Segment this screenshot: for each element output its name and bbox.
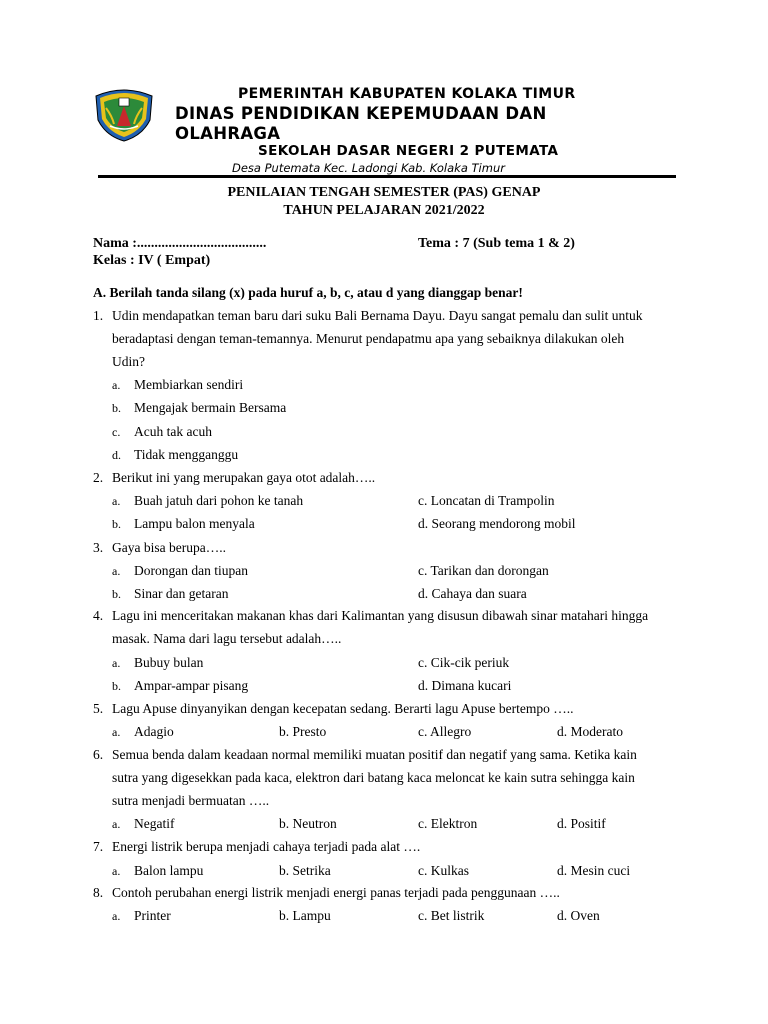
student-name-field: Nama :..................................... — [93, 236, 267, 251]
school-address: Desa Putemata Kec. Ladongi Kab. Kolaka Timur — [232, 161, 505, 175]
option-text: Lampu balon menyala — [134, 516, 255, 531]
option-text: d. Moderato — [557, 724, 623, 739]
option-letter: b. — [112, 401, 121, 415]
option-text: Ampar-ampar pisang — [134, 678, 249, 693]
option-text: b. Neutron — [279, 816, 337, 831]
question-text: Lagu Apuse dinyanyikan dengan kecepatan sedang. Berarti lagu Apuse bertempo ….. — [112, 701, 574, 716]
option-letter: b. — [112, 517, 121, 531]
option-text: d. Cahaya dan suara — [418, 586, 527, 601]
theme-label: Tema : 7 (Sub tema 1 & 2) — [418, 236, 575, 251]
option-letter: a. — [112, 725, 121, 739]
option-text: Balon lampu — [134, 863, 204, 878]
question-number: 5. — [93, 701, 104, 716]
letterhead-divider — [98, 175, 676, 178]
regency-crest-icon — [92, 86, 156, 142]
option-text: c. Allegro — [418, 724, 472, 739]
option-text: Buah jatuh dari pohon ke tanah — [134, 493, 304, 508]
option-letter: a. — [112, 564, 121, 578]
question-number: 6. — [93, 747, 104, 762]
government-heading: PEMERINTAH KABUPATEN KOLAKA TIMUR — [238, 86, 576, 102]
option-letter: a. — [112, 864, 121, 878]
question-text: Lagu ini menceritakan makanan khas dari Kalimantan yang disusun dibawah sinar matahari hingga — [112, 608, 649, 623]
class-label: Kelas : IV ( Empat) — [93, 253, 211, 268]
option-text: d. Dimana kucari — [418, 678, 512, 693]
question-number: 4. — [93, 608, 104, 623]
option-text: Dorongan dan tiupan — [134, 563, 248, 578]
section-a-instruction: A. Berilah tanda silang (x) pada huruf a, b, c, atau d yang dianggap benar! — [93, 285, 523, 300]
question-number: 7. — [93, 839, 104, 854]
option-text: d. Oven — [557, 908, 600, 923]
option-letter: b. — [112, 587, 121, 601]
option-text: Membiarkan sendiri — [134, 377, 244, 392]
option-text: b. Setrika — [279, 863, 331, 878]
option-letter: b. — [112, 679, 121, 693]
question-number: 1. — [93, 308, 104, 323]
option-text: Negatif — [134, 816, 175, 831]
option-letter: a. — [112, 378, 121, 392]
option-letter: c. — [112, 425, 121, 439]
option-letter: a. — [112, 909, 121, 923]
option-text: c. Cik-cik periuk — [418, 655, 510, 670]
school-heading: SEKOLAH DASAR NEGERI 2 PUTEMATA — [258, 143, 559, 159]
option-letter: a. — [112, 494, 121, 508]
option-text: Tidak mengganggu — [134, 447, 239, 462]
option-text: Adagio — [134, 724, 174, 739]
option-letter: a. — [112, 656, 121, 670]
option-text: d. Seorang mendorong mobil — [418, 516, 576, 531]
department-heading: DINAS PENDIDIKAN KEPEMUDAAN DAN OLAHRAGA — [175, 104, 547, 143]
option-letter: a. — [112, 817, 121, 831]
option-text: Mengajak bermain Bersama — [134, 400, 287, 415]
question-text: Udin? — [112, 354, 145, 369]
option-text: b. Lampu — [279, 908, 331, 923]
question-number: 3. — [93, 540, 104, 555]
option-text: c. Bet listrik — [418, 908, 485, 923]
option-text: Bubuy bulan — [134, 655, 204, 670]
question-text: Energi listrik berupa menjadi cahaya terjadi pada alat …. — [112, 839, 421, 854]
question-text: Contoh perubahan energi listrik menjadi energi panas terjadi pada penggunaan ….. — [112, 885, 560, 900]
question-text: Udin mendapatkan teman baru dari suku Bali Bernama Dayu. Dayu sangat pemalu dan sulit untuk — [112, 308, 643, 323]
option-text: Acuh tak acuh — [134, 424, 212, 439]
option-text: c. Kulkas — [418, 863, 469, 878]
question-text: sutra yang digesekkan pada kaca, elektron dari batang kaca meloncat ke kain sutra sehingga kain — [112, 770, 635, 785]
question-text: Gaya bisa berupa….. — [112, 540, 226, 555]
question-number: 2. — [93, 470, 104, 485]
option-letter: d. — [112, 448, 121, 462]
question-text: Berikut ini yang merupakan gaya otot adalah….. — [112, 470, 376, 485]
option-text: c. Tarikan dan dorongan — [418, 563, 549, 578]
option-text: c. Elektron — [418, 816, 478, 831]
exam-year: TAHUN PELAJARAN 2021/2022 — [283, 203, 485, 218]
option-text: d. Positif — [557, 816, 606, 831]
question-text: Semua benda dalam keadaan normal memiliki muatan positif dan negatif yang sama. Ketika kain — [112, 747, 637, 762]
option-text: d. Mesin cuci — [557, 863, 631, 878]
option-text: c. Loncatan di Trampolin — [418, 493, 555, 508]
question-text: beradaptasi dengan teman-temannya. Menurut pendapatmu apa yang sebaiknya dilakukan oleh — [112, 331, 625, 346]
option-text: b. Presto — [279, 724, 327, 739]
question-text: masak. Nama dari lagu tersebut adalah….. — [112, 631, 342, 646]
question-text: sutra menjadi bermuatan ….. — [112, 793, 270, 808]
option-text: Sinar dan getaran — [134, 586, 229, 601]
question-number: 8. — [93, 885, 104, 900]
option-text: Printer — [134, 908, 171, 923]
exam-title: PENILAIAN TENGAH SEMESTER (PAS) GENAP — [227, 185, 541, 200]
